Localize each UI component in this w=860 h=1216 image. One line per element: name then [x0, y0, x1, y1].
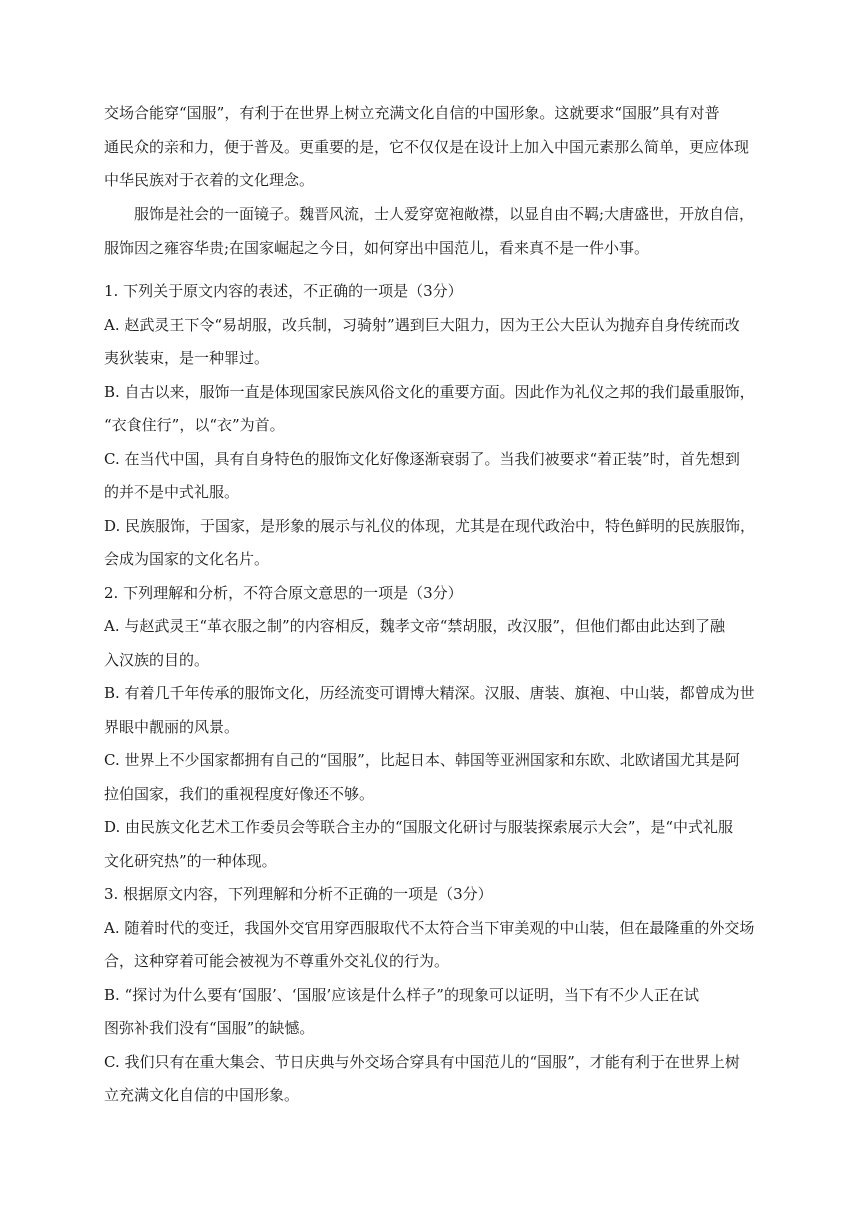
option-line: A. 赵武灵王下令“易胡服，改兵制，习骑射”遇到巨大阻力，因为王公大臣认为抛弃自身传统而改 — [104, 315, 740, 334]
option-line: D. 由民族文化艺术工作委员会等联合主办的“国服文化研讨与服装探索展示大会”，是“中式礼服 — [104, 818, 734, 836]
text-line: 服饰是社会的一面镜子。魏晋风流，士人爱穿宽袍敞襟，以显自由不羁;大唐盛世，开放自信， — [104, 205, 755, 223]
option-line: 入汉族的目的。 — [104, 650, 210, 669]
option-line: C. 我们只有在重大集会、节日庆典与外交场合穿具有中国范儿的“国服”，才能有利于在世界上树 — [104, 1052, 740, 1071]
option-line: 文化研究热”的一种体现。 — [104, 851, 277, 870]
option-line: A. 与赵武灵王“革衣服之制”的内容相反，魏孝文帝“禁胡服，改汉服”，但他们都由此达到了融 — [104, 617, 726, 635]
option-line: B. “探讨为什么要有‘国服’、‘国服’应该是什么样子”的现象可以证明，当下有不少人正在试 — [104, 985, 699, 1004]
paragraph-clothing-mirror — [104, 198, 764, 265]
text-line: 交场合能穿“国服”，有利于在世界上树立充满文化自信的中国形象。这就要求“国服”具有对普 — [104, 104, 720, 122]
option-line: 界眼中靓丽的风景。 — [104, 717, 240, 736]
option-line: A. 随着时代的变迁，我国外交官用穿西服取代不太符合当下审美观的中山装，但在最隆重的外交场 — [104, 918, 755, 937]
question-stem: 2. 下列理解和分析，不符合原文意思的一项是（3分） — [104, 583, 463, 602]
option-line: B. 自古以来，服饰一直是体现国家民族风俗文化的重要方面。因此作为礼仪之邦的我们最重服饰， — [104, 382, 755, 401]
option-line: C. 在当代中国，具有自身特色的服饰文化好像逐渐衰弱了。当我们被要求“着正装”时，首先想到 — [104, 449, 740, 468]
option-line: D. 民族服饰，于国家，是形象的展示与礼仪的体现，尤其是在现代政治中，特色鲜明的民族服饰， — [104, 516, 756, 535]
option-line: “衣食住行”，以“衣”为首。 — [104, 416, 285, 434]
option-line: 图弥补我们没有“国服”的缺憾。 — [104, 1019, 315, 1037]
text-line: 通民众的亲和力，便于普及。更重要的是，它不仅仅是在设计上加入中国元素那么简单，更应体现 — [104, 137, 750, 156]
paragraph-continuation — [104, 97, 764, 198]
option-line: 拉伯国家，我们的重视程度好像还不够。 — [104, 784, 375, 803]
option-line: 合，这种穿着可能会被视为不尊重外交礼仪的行为。 — [104, 952, 450, 970]
questions-section — [104, 275, 764, 1113]
option-line: 夷狄装束，是一种罪过。 — [104, 349, 270, 367]
text-line: 中华民族对于衣着的文化理念。 — [104, 171, 315, 189]
text-line: 服饰因之雍容华贵;在国家崛起之今日，如何穿出中国范儿，看来真不是一件小事。 — [104, 238, 650, 257]
option-line: 的并不是中式礼服。 — [104, 483, 240, 501]
question-stem: 1. 下列关于原文内容的表述，不正确的一项是（3分） — [104, 282, 463, 300]
option-line: B. 有着几千年传承的服饰文化，历经流变可谓博大精深。汉服、唐装、旗袍、中山装，都曾成为世 — [104, 684, 755, 702]
option-line: C. 世界上不少国家都拥有自己的“国服”，比起日本、韩国等亚洲国家和东欧、北欧诸国尤其是阿 — [104, 751, 740, 769]
option-line: 会成为国家的文化名片。 — [104, 550, 270, 568]
question-stem: 3. 根据原文内容，下列理解和分析不正确的一项是（3分） — [104, 885, 493, 903]
option-line: 立充满文化自信的中国形象。 — [104, 1086, 300, 1104]
